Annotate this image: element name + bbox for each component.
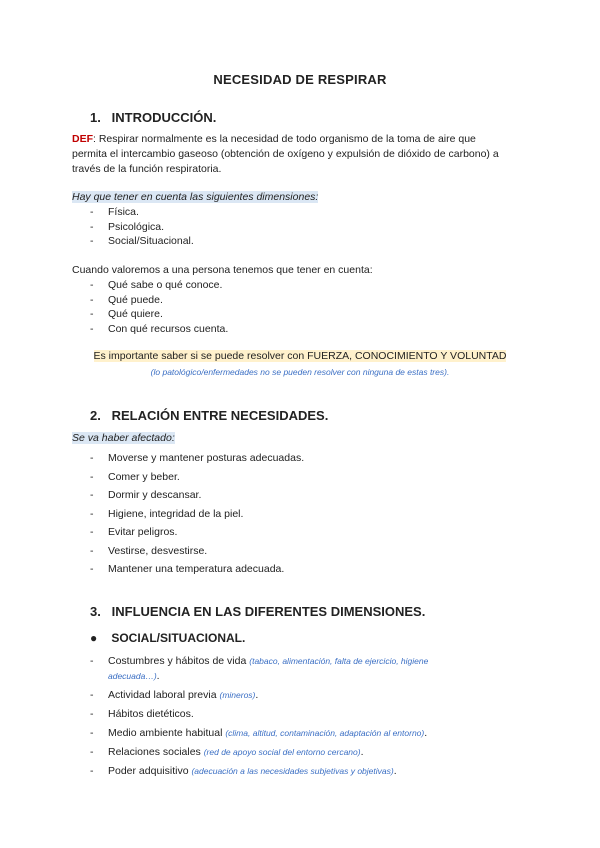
- definition-paragraph: [72, 132, 528, 177]
- list-item: - Qué puede.: [90, 293, 228, 308]
- list-item: [90, 654, 528, 684]
- important-subnote-text: (lo patológico/enfermedades no se pueden resolver con ninguna de estas tres).: [150, 367, 450, 377]
- needs-list: [90, 449, 304, 579]
- list-item: - Social/Situacional.: [90, 234, 194, 249]
- list-item: [90, 707, 528, 722]
- section-1-number: 1.: [90, 110, 101, 125]
- section-3-number: 3.: [90, 604, 101, 619]
- important-text: Es importante saber si se puede resolver con FUERZA, CONOCIMIENTO Y VOLUNTAD: [93, 350, 507, 362]
- list-item: [90, 745, 528, 760]
- item-note: (red de apoyo social del entorno cercano): [203, 747, 361, 757]
- item-note: (mineros): [219, 690, 256, 700]
- list-item: [90, 688, 528, 703]
- item-note: (tabaco, alimentación, falta de ejercicio, higiene: [249, 656, 429, 666]
- item-end: .: [156, 670, 160, 682]
- item-note: (clima, altitud, contaminación, adaptación al entorno): [225, 728, 425, 738]
- list-item: - Moverse y mantener posturas adecuadas.: [90, 449, 304, 468]
- list-item: - Dormir y descansar.: [90, 486, 304, 505]
- definition-line-2: permita el intercambio gaseoso (obtención de oxígeno y expulsión de dióxido de carbono) a: [72, 148, 499, 160]
- list-item: - Mantener una temperatura adecuada.: [90, 560, 304, 579]
- list-item: - Higiene, integridad de la piel.: [90, 505, 304, 524]
- section-1-heading: [90, 110, 216, 125]
- item-text: Actividad laboral previa: [108, 689, 220, 701]
- document-title: NECESIDAD DE RESPIRAR: [213, 72, 387, 87]
- list-item: - Psicológica.: [90, 220, 194, 235]
- definition-line-3: través de la función respiratoria.: [72, 163, 222, 175]
- list-item: - Física.: [90, 205, 194, 220]
- def-label: DEF: [72, 133, 93, 145]
- item-text: Medio ambiente habitual: [108, 727, 226, 739]
- dimensions-intro: [72, 190, 528, 205]
- influence-list: [90, 654, 528, 779]
- list-item: - Con qué recursos cuenta.: [90, 322, 228, 337]
- list-item: - Comer y beber.: [90, 468, 304, 487]
- important-note: [0, 350, 600, 362]
- section-2-title: RELACIÓN ENTRE NECESIDADES.: [111, 408, 329, 423]
- bullet-icon: ●: [90, 631, 98, 645]
- def-text-1: : Respirar normalmente es la necesidad de todo organismo de la toma de aire que: [93, 133, 476, 145]
- dimensions-list: [90, 205, 194, 249]
- item-text: Poder adquisitivo: [108, 765, 192, 777]
- assess-intro: Cuando valoremos a una persona tenemos que tener en cuenta:: [72, 264, 373, 276]
- list-item: - Qué sabe o qué conoce.: [90, 278, 228, 293]
- item-end: .: [424, 727, 428, 739]
- item-note: (adecuación a las necesidades subjetivas y objetivas): [191, 766, 394, 776]
- assess-list: [90, 278, 228, 336]
- item-end: .: [393, 765, 397, 777]
- important-subnote: [0, 366, 600, 378]
- list-item: - Evitar peligros.: [90, 523, 304, 542]
- list-item: - Qué quiere.: [90, 307, 228, 322]
- section-3-title: INFLUENCIA EN LAS DIFERENTES DIMENSIONES.: [111, 604, 426, 619]
- item-end: .: [360, 746, 364, 758]
- section-2-number: 2.: [90, 408, 101, 423]
- item-text: Hábitos dietéticos.: [108, 708, 194, 720]
- section-2-intro: [72, 431, 528, 446]
- item-text: Costumbres y hábitos de vida: [108, 655, 250, 667]
- definition-line-1: [72, 132, 528, 147]
- section-3-heading: [90, 604, 425, 619]
- item-text: Relaciones sociales: [108, 746, 204, 758]
- item-end: .: [255, 689, 259, 701]
- item-note-cont: adecuada…): [108, 671, 157, 681]
- subsection-title: SOCIAL/SITUACIONAL.: [111, 631, 246, 645]
- list-item: [90, 764, 528, 779]
- section-2-heading: [90, 408, 328, 423]
- section-1-title: INTRODUCCIÓN.: [111, 110, 217, 125]
- dimensions-intro-text: Hay que tener en cuenta las siguientes dimensiones:: [72, 191, 319, 203]
- subsection-heading: [90, 631, 245, 645]
- section-2-intro-text: Se va haber afectado:: [72, 432, 175, 444]
- list-item: [90, 726, 528, 741]
- list-item: - Vestirse, desvestirse.: [90, 542, 304, 561]
